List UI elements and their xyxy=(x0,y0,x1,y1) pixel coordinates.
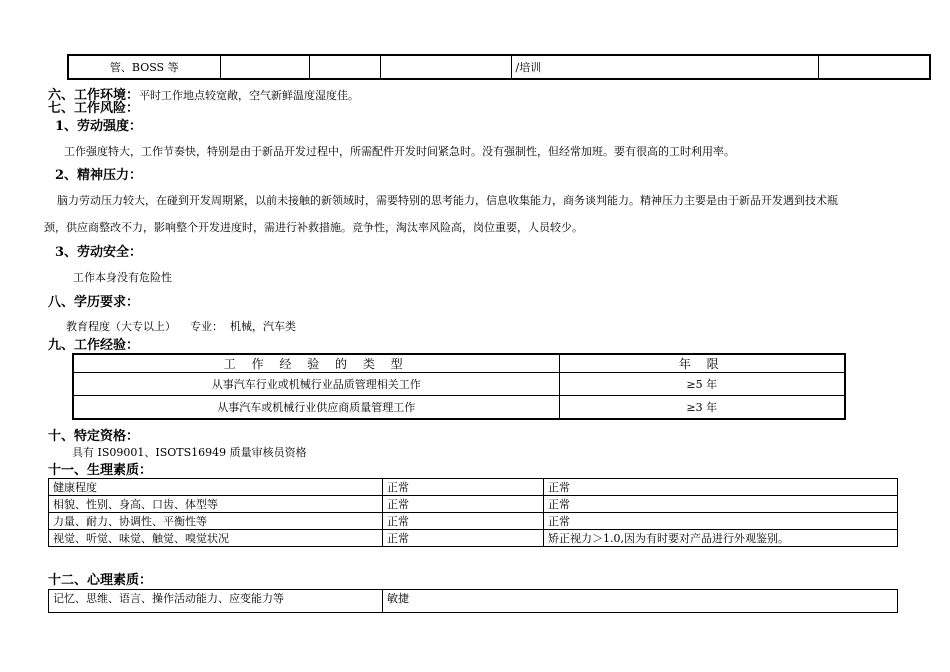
subsection-heading-mental-pressure: 2、精神压力： xyxy=(55,168,143,183)
table-cell xyxy=(309,55,380,79)
physical-standard: 正常 xyxy=(383,513,544,530)
table-row xyxy=(49,513,898,530)
physical-standard: 正常 xyxy=(383,496,544,513)
experience-type: 从事汽车或机械行业供应商质量管理工作 xyxy=(73,396,559,420)
column-header-type: 工 作 经 验 的 类 型 xyxy=(73,354,559,373)
top-partial-table xyxy=(67,54,931,80)
paragraph-mental-pressure-line1: 脑力劳动压力较大，在碰到开发周期紧，以前未接触的新领域时，需要特别的思考能力，信息收集能力，商务谈判能力。精神压力主要是由于新品开发遇到技术瓶 xyxy=(57,194,838,207)
section-heading-psychological: 十二、心理素质： xyxy=(48,573,153,588)
experience-type: 从事汽车行业或机械行业品质管理相关工作 xyxy=(73,373,559,396)
subsection-heading-labor-safety: 3、劳动安全： xyxy=(55,245,143,260)
physical-quality-table xyxy=(48,478,898,547)
paragraph-education: 教育程度（大专以上） 专业： 机械，汽车类 xyxy=(66,320,296,333)
experience-table xyxy=(72,353,846,420)
column-header-years: 年 限 xyxy=(559,354,845,373)
section-text: 平时工作地点较宽敞，空气新鲜温度湿度佳。 xyxy=(139,89,360,102)
table-cell: 管、BOSS 等 xyxy=(68,55,220,79)
section-heading-qualifications: 十、特定资格： xyxy=(48,429,140,444)
section-heading-work-risk: 七、工作风险： xyxy=(48,101,140,116)
table-row xyxy=(49,496,898,513)
section-heading-experience: 九、工作经验： xyxy=(48,338,140,353)
physical-item: 相貌、性别、身高、口齿、体型等 xyxy=(49,496,383,513)
table-row xyxy=(49,590,898,613)
paragraph-qualifications: 具有 IS09001、ISOTS16949 质量审核员资格 xyxy=(72,446,307,459)
physical-item: 健康程度 xyxy=(49,479,383,496)
physical-requirement: 正常 xyxy=(544,513,898,530)
psychological-quality-table xyxy=(48,589,898,613)
physical-item: 视觉、听觉、味觉、触觉、嗅觉状况 xyxy=(49,530,383,547)
table-cell: /培训 xyxy=(511,55,818,79)
subsection-heading-labor-intensity: 1、劳动强度： xyxy=(55,119,143,134)
paragraph-mental-pressure-line2: 颈，供应商整改不力，影响整个开发进度时，需进行补救措施。竞争性，淘汰率风险高，岗位重要，人员较少。 xyxy=(44,221,583,234)
table-header-row xyxy=(73,354,845,373)
table-row xyxy=(73,373,845,396)
table-row xyxy=(68,55,930,79)
table-cell xyxy=(818,55,930,79)
psychological-value: 敏捷 xyxy=(383,590,898,613)
section-heading-physical: 十一、生理素质： xyxy=(48,463,153,478)
experience-years: ≥5 年 xyxy=(559,373,845,396)
table-row xyxy=(49,530,898,547)
experience-years: ≥3 年 xyxy=(559,396,845,420)
table-cell xyxy=(380,55,511,79)
paragraph-labor-safety: 工作本身没有危险性 xyxy=(73,271,172,284)
physical-requirement: 矫正视力＞1.0,因为有时要对产品进行外观鉴别。 xyxy=(544,530,898,547)
section-heading: 六、工作环境： xyxy=(48,88,140,103)
table-cell xyxy=(220,55,309,79)
physical-requirement: 正常 xyxy=(544,496,898,513)
table-row xyxy=(73,396,845,420)
section-heading-education: 八、学历要求： xyxy=(48,295,140,310)
physical-standard: 正常 xyxy=(383,530,544,547)
paragraph-labor-intensity: 工作强度特大，工作节奏快，特别是由于新品开发过程中，所需配件开发时间紧急时。没有强制性，但经常加班。要有很高的工时利用率。 xyxy=(64,145,735,158)
table-row xyxy=(49,479,898,496)
physical-standard: 正常 xyxy=(383,479,544,496)
physical-requirement: 正常 xyxy=(544,479,898,496)
psychological-item: 记忆、思维、语言、操作活动能力、应变能力等 xyxy=(49,590,383,613)
physical-item: 力量、耐力、协调性、平衡性等 xyxy=(49,513,383,530)
